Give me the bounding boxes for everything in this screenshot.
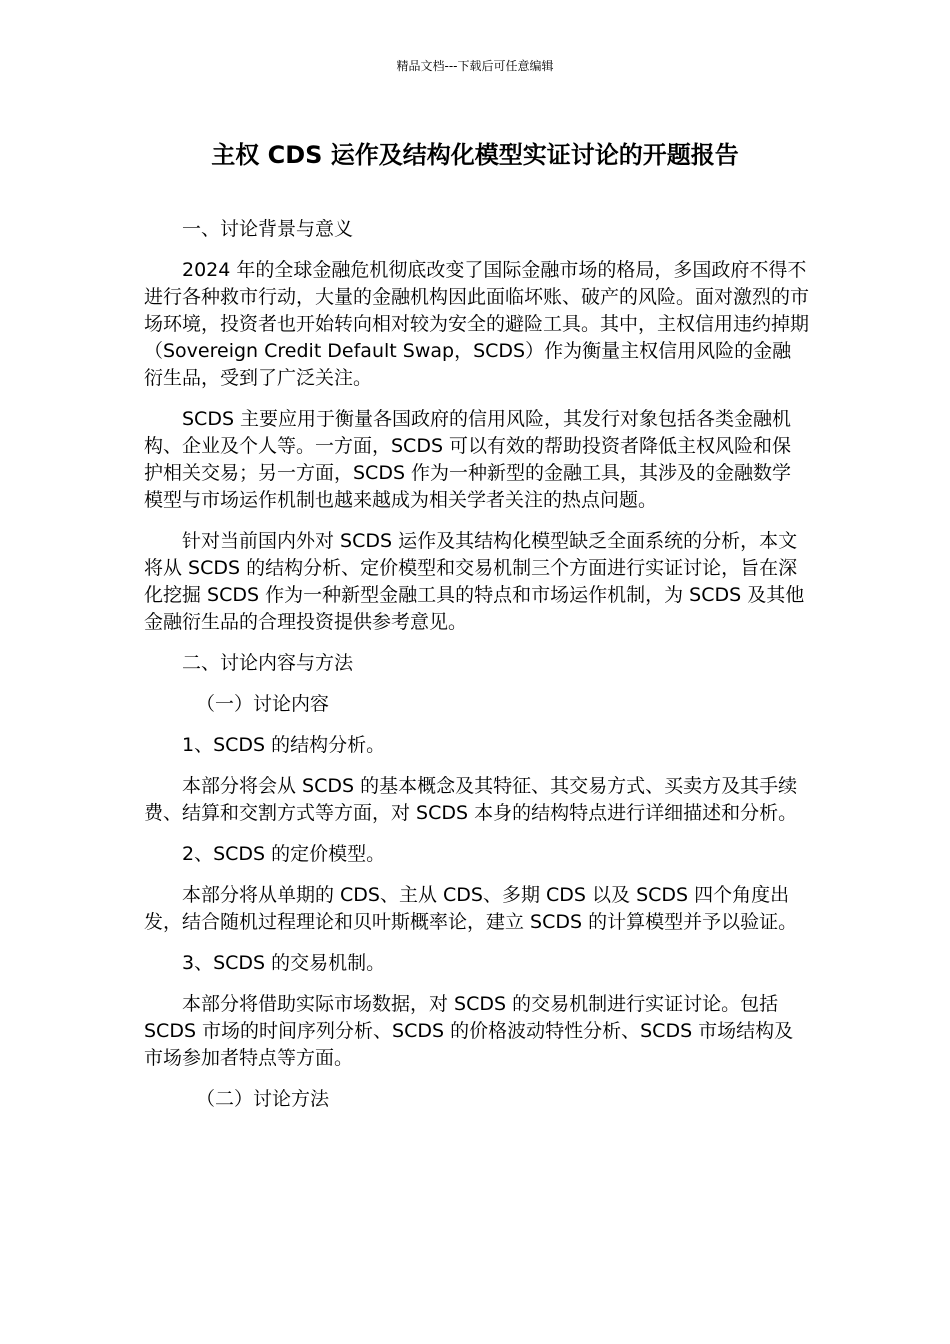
subsection-heading-method: （二）讨论方法 (196, 1088, 330, 1110)
item-title-pricing: 2、SCDS 的定价模型。 (182, 843, 386, 865)
section-heading-background: 一、讨论背景与意义 (182, 218, 354, 240)
item-body-trading: 本部分将借助实际市场数据，对 SCDS 的交易机制进行实证讨论。包括 SCDS 市场的时间序列分析、SCDS 的价格波动特性分析、SCDS 市场结构及市场参加者特点等方面。 (144, 993, 794, 1069)
item-title-structure: 1、SCDS 的结构分析。 (182, 734, 386, 756)
subsection-heading-content: （一）讨论内容 (196, 693, 330, 715)
paragraph-background-1: 2024 年的全球金融危机彻底改变了国际金融市场的格局，多国政府不得不进行各种救市行动，大量的金融机构因此面临坏账、破产的风险。面对激烈的市场环境，投资者也开始转向相对较为安全的避险工具。其中，主权信用违约掉期（Sovereign Credit Default Swap，SCDS）作为衡量主权信用风险的金融衍生品，受到了广泛关注。 (144, 259, 810, 389)
document-title: 主权 CDS 运作及结构化模型实证讨论的开题报告 (211, 141, 739, 169)
paragraph-background-2: SCDS 主要应用于衡量各国政府的信用风险，其发行对象包括各类金融机构、企业及个人等。一方面，SCDS 可以有效的帮助投资者降低主权风险和保护相关交易；另一方面，SCDS 作为一种新型的金融工具，其涉及的金融数学模型与市场运作机制也越来越成为相关学者关注的热点问题。 (144, 408, 792, 511)
paragraph-background-3: 针对当前国内外对 SCDS 运作及其结构化模型缺乏全面系统的分析，本文将从 SCDS 的结构分析、定价模型和交易机制三个方面进行实证讨论，旨在深化挖掘 SCDS 作为一种新型金融工具的特点和市场运作机制，为 SCDS 及其他金融衍生品的合理投资提供参考意见。 (144, 530, 805, 633)
item-title-trading: 3、SCDS 的交易机制。 (182, 952, 386, 974)
document-body (144, 216, 810, 1127)
item-body-structure: 本部分将会从 SCDS 的基本概念及其特征、其交易方式、买卖方及其手续费、结算和交割方式等方面，对 SCDS 本身的结构特点进行详细描述和分析。 (144, 775, 798, 824)
item-body-pricing: 本部分将从单期的 CDS、主从 CDS、多期 CDS 以及 SCDS 四个角度出发，结合随机过程理论和贝叶斯概率论，建立 SCDS 的计算模型并予以验证。 (144, 884, 798, 933)
section-heading-content-method: 二、讨论内容与方法 (182, 652, 354, 674)
header-note: 精品文档---下载后可任意编辑 (396, 59, 554, 73)
